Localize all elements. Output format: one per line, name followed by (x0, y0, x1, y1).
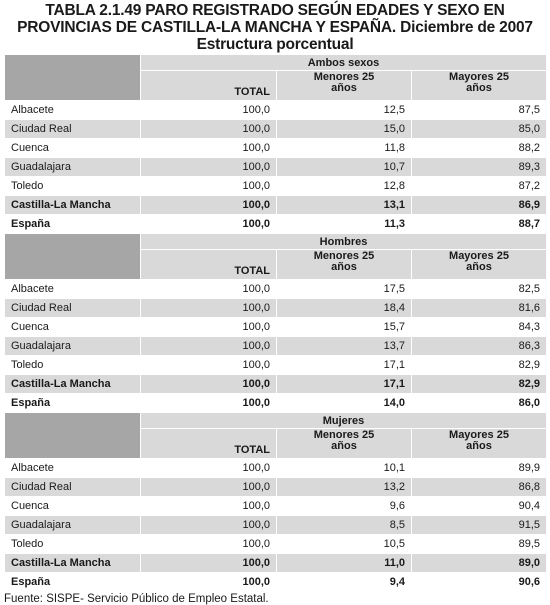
table-row (5, 139, 547, 158)
table-row (5, 177, 547, 196)
column-header-mayores (412, 71, 547, 101)
mayores-cell: 89,0 (412, 554, 547, 573)
mayores-cell: 91,5 (412, 516, 547, 535)
total-cell: 100,0 (141, 459, 277, 478)
table-row (5, 554, 547, 573)
column-header-mayores-line1: Mayores 25 (449, 250, 509, 262)
menores-cell: 12,8 (277, 177, 412, 196)
total-cell: 100,0 (141, 356, 277, 375)
table-row (5, 337, 547, 356)
column-header-menores-line2: años (331, 440, 357, 452)
column-header-total: TOTAL (141, 429, 277, 459)
section-title: Hombres (141, 234, 547, 250)
total-cell: 100,0 (141, 516, 277, 535)
column-header-menores-line1: Menores 25 (313, 71, 375, 83)
menores-cell: 13,7 (277, 337, 412, 356)
total-cell: 100,0 (141, 535, 277, 554)
province-cell: Ciudad Real (5, 299, 141, 318)
column-header-menores (277, 429, 412, 459)
table-row (5, 573, 547, 592)
menores-cell: 11,0 (277, 554, 412, 573)
mayores-cell: 82,9 (412, 356, 547, 375)
menores-cell: 11,8 (277, 139, 412, 158)
menores-cell: 14,0 (277, 394, 412, 413)
table-row (5, 196, 547, 215)
table-row (5, 299, 547, 318)
menores-cell: 13,1 (277, 196, 412, 215)
table-row (5, 497, 547, 516)
menores-cell: 13,2 (277, 478, 412, 497)
header-bar (5, 413, 141, 459)
table-row (5, 459, 547, 478)
column-header-menores-line1: Menores 25 (313, 250, 375, 262)
column-header-menores-line2: años (331, 82, 357, 94)
mayores-cell: 84,3 (412, 318, 547, 337)
mayores-cell: 89,3 (412, 158, 547, 177)
province-cell: Toledo (5, 535, 141, 554)
mayores-cell: 87,5 (412, 101, 547, 120)
total-cell: 100,0 (141, 215, 277, 234)
data-table (4, 54, 547, 592)
title-line-1: TABLA 2.1.49 PARO REGISTRADO SEGÚN EDADES Y SEXO EN (45, 2, 505, 19)
province-cell: Cuenca (5, 318, 141, 337)
mayores-cell: 88,7 (412, 215, 547, 234)
table-row (5, 375, 547, 394)
table-row (5, 535, 547, 554)
title-line-2: PROVINCIAS DE CASTILLA-LA MANCHA Y ESPAÑA. Diciembre de 2007 (17, 19, 533, 36)
province-cell: España (5, 573, 141, 592)
table-row (5, 120, 547, 139)
column-header-mayores-line2: años (466, 440, 492, 452)
section-title: Mujeres (141, 413, 547, 429)
province-cell: España (5, 394, 141, 413)
menores-cell: 12,5 (277, 101, 412, 120)
column-header-mayores-line1: Mayores 25 (449, 71, 509, 83)
province-cell: Castilla-La Mancha (5, 196, 141, 215)
province-cell: Albacete (5, 459, 141, 478)
mayores-cell: 88,2 (412, 139, 547, 158)
table-row (5, 215, 547, 234)
province-cell: Castilla-La Mancha (5, 554, 141, 573)
section-title: Ambos sexos (141, 55, 547, 71)
province-cell: Ciudad Real (5, 478, 141, 497)
total-cell: 100,0 (141, 158, 277, 177)
section-header-row (5, 413, 547, 429)
total-cell: 100,0 (141, 554, 277, 573)
title-subtitle: Estructura porcentual (196, 36, 354, 53)
total-cell: 100,0 (141, 196, 277, 215)
column-header-mayores-line2: años (466, 261, 492, 273)
mayores-cell: 90,4 (412, 497, 547, 516)
table-row (5, 318, 547, 337)
province-cell: Castilla-La Mancha (5, 375, 141, 394)
province-cell: Guadalajara (5, 337, 141, 356)
column-header-menores-line1: Menores 25 (313, 429, 375, 441)
total-cell: 100,0 (141, 101, 277, 120)
column-header-total: TOTAL (141, 71, 277, 101)
mayores-cell: 81,6 (412, 299, 547, 318)
mayores-cell: 85,0 (412, 120, 547, 139)
total-cell: 100,0 (141, 299, 277, 318)
province-cell: Ciudad Real (5, 120, 141, 139)
total-cell: 100,0 (141, 337, 277, 356)
menores-cell: 17,5 (277, 280, 412, 299)
mayores-cell: 82,5 (412, 280, 547, 299)
column-header-mayores-line1: Mayores 25 (449, 429, 509, 441)
total-cell: 100,0 (141, 478, 277, 497)
mayores-cell: 86,3 (412, 337, 547, 356)
column-header-mayores-line2: años (466, 82, 492, 94)
mayores-cell: 90,6 (412, 573, 547, 592)
province-cell: Toledo (5, 177, 141, 196)
table-title (0, 0, 550, 53)
table-row (5, 478, 547, 497)
total-cell: 100,0 (141, 573, 277, 592)
source-note: Fuente: SISPE- Servicio Público de Empleo Estatal. (4, 593, 269, 605)
province-cell: Cuenca (5, 139, 141, 158)
total-cell: 100,0 (141, 280, 277, 299)
menores-cell: 10,1 (277, 459, 412, 478)
header-bar (5, 234, 141, 280)
table-row (5, 516, 547, 535)
table-row (5, 280, 547, 299)
section-header-row (5, 55, 547, 71)
mayores-cell: 89,9 (412, 459, 547, 478)
province-cell: Guadalajara (5, 516, 141, 535)
total-cell: 100,0 (141, 120, 277, 139)
mayores-cell: 86,9 (412, 196, 547, 215)
menores-cell: 15,0 (277, 120, 412, 139)
total-cell: 100,0 (141, 139, 277, 158)
table-row (5, 356, 547, 375)
menores-cell: 9,6 (277, 497, 412, 516)
menores-cell: 10,5 (277, 535, 412, 554)
section-header-row (5, 234, 547, 250)
mayores-cell: 86,8 (412, 478, 547, 497)
province-cell: Toledo (5, 356, 141, 375)
province-cell: Albacete (5, 101, 141, 120)
mayores-cell: 87,2 (412, 177, 547, 196)
menores-cell: 15,7 (277, 318, 412, 337)
province-cell: Albacete (5, 280, 141, 299)
header-bar (5, 55, 141, 101)
province-cell: España (5, 215, 141, 234)
table-row (5, 101, 547, 120)
menores-cell: 17,1 (277, 356, 412, 375)
mayores-cell: 82,9 (412, 375, 547, 394)
province-cell: Guadalajara (5, 158, 141, 177)
mayores-cell: 89,5 (412, 535, 547, 554)
total-cell: 100,0 (141, 177, 277, 196)
total-cell: 100,0 (141, 497, 277, 516)
column-header-menores (277, 71, 412, 101)
total-cell: 100,0 (141, 394, 277, 413)
menores-cell: 10,7 (277, 158, 412, 177)
menores-cell: 8,5 (277, 516, 412, 535)
menores-cell: 17,1 (277, 375, 412, 394)
column-header-mayores (412, 250, 547, 280)
column-header-menores (277, 250, 412, 280)
menores-cell: 9,4 (277, 573, 412, 592)
column-header-mayores (412, 429, 547, 459)
menores-cell: 11,3 (277, 215, 412, 234)
menores-cell: 18,4 (277, 299, 412, 318)
column-header-menores-line2: años (331, 261, 357, 273)
total-cell: 100,0 (141, 375, 277, 394)
total-cell: 100,0 (141, 318, 277, 337)
column-header-total: TOTAL (141, 250, 277, 280)
table-row (5, 158, 547, 177)
table-row (5, 394, 547, 413)
province-cell: Cuenca (5, 497, 141, 516)
mayores-cell: 86,0 (412, 394, 547, 413)
